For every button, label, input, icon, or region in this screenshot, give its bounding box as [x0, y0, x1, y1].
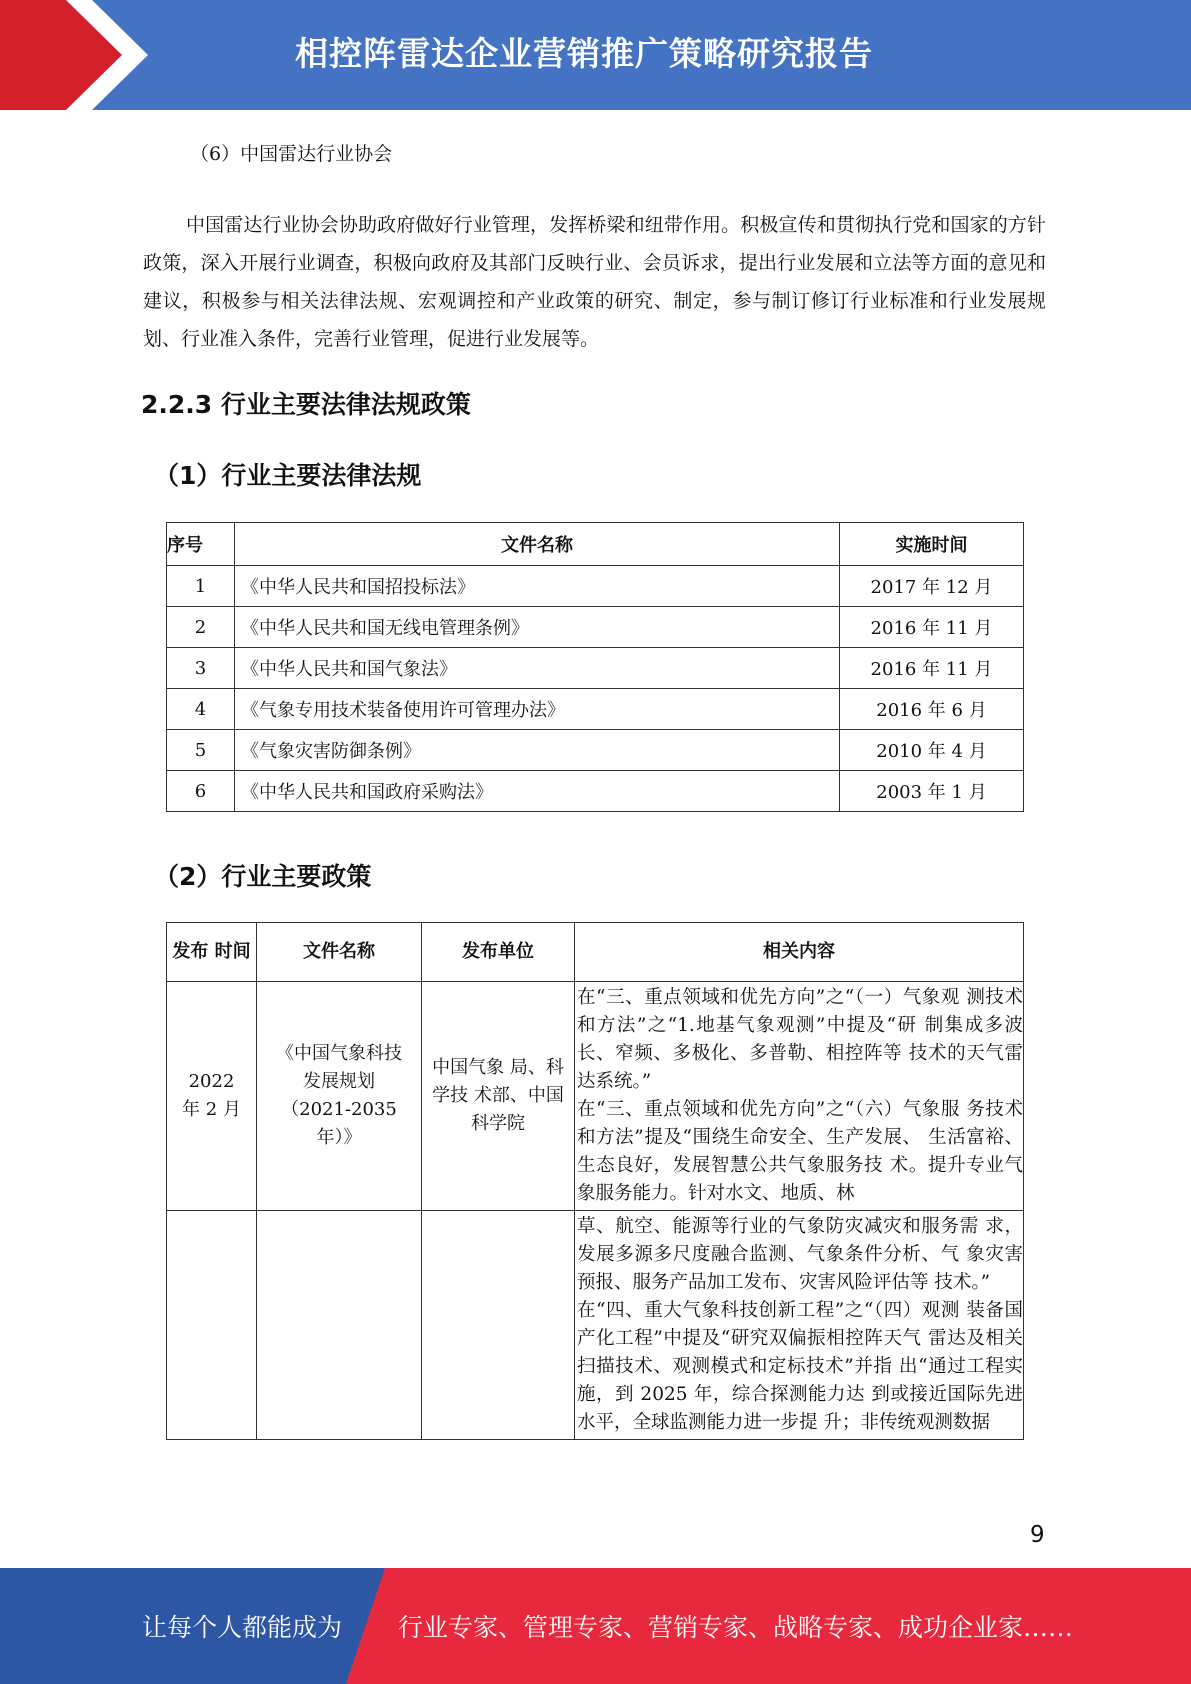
header-effective-date: 实施时间 [840, 523, 1024, 566]
row-release-time [167, 982, 257, 1211]
row-release-time [167, 1211, 257, 1440]
header-related-content: 相关内容 [575, 923, 1024, 982]
content-paragraph: 在“四、重大气象科技创新工程”之“（四）观测 装备国产化工程”中提及“研究双偏振相控阵天气 雷达及相关扫描技术、观测模式和定标技术”并指 出“通过工程实施，到 2025 年，综合探测能力达 到或接近国际先进水平，全球监测能力进一步提 升；非传统观测数据 [577, 1300, 1023, 1433]
row-doc-name: 《中华人民共和国气象法》 [235, 648, 840, 689]
policy-table [166, 922, 1024, 1440]
row-doc-name: 《中华人民共和国招投标法》 [235, 566, 840, 607]
row-date: 2003 年 1 月 [840, 771, 1024, 812]
content-paragraph: 草、航空、能源等行业的气象防灾减灾和服务需 求，发展多源多尺度融合监测、气象条件分析、气 象灾害预报、服务产品加工发布、灾害风险评估等 技术。” [577, 1216, 1023, 1293]
row-index: 2 [167, 607, 235, 648]
row-date: 2016 年 11 月 [840, 607, 1024, 648]
row-doc-name: 《气象灾害防御条例》 [235, 730, 840, 771]
page-header [0, 0, 1191, 110]
header-issuer: 发布单位 [422, 923, 575, 982]
laws-title: （1）行业主要法律法规 [154, 461, 422, 490]
row-doc-name: 《气象专用技术装备使用许可管理办法》 [235, 689, 840, 730]
laws-table-header-row [167, 523, 1024, 566]
section-title: 2.2.3 行业主要法律法规政策 [141, 390, 471, 419]
table-row [167, 1211, 1024, 1440]
header-release-time: 发布 时间 [167, 923, 257, 982]
row-issuer: 中国气象 局、科学技 术部、中国 科学院 [422, 982, 575, 1211]
page-footer [0, 1568, 1191, 1684]
report-title: 相控阵雷达企业营销推广策略研究报告 [295, 34, 873, 73]
page-number: 9 [1030, 1522, 1045, 1548]
content-paragraph: 在“三、重点领域和优先方向”之“（一）气象观 测技术和方法”之“1.地基气象观测”中提及“研 制集成多波长、窄频、多极化、多普勒、相控阵等 技术的天气雷达系统。” [577, 987, 1023, 1092]
association-paragraph: 中国雷达行业协会协助政府做好行业管理，发挥桥梁和纽带作用。积极宣传和贯彻执行党和国家的方针政策，深入开展行业调查，积极向政府及其部门反映行业、会员诉求，提出行业发展和立法等方面的意见和建议，积极参与相关法律法规、宏观调控和产业政策的研究、制定，参与制订修订行业标准和行业发展规划、行业准入条件，完善行业管理，促进行业发展等。 [143, 214, 1046, 350]
row-doc-name: 《中华人民共和国政府采购法》 [235, 771, 840, 812]
table-row [167, 607, 1024, 648]
release-month: 年 2 月 [182, 1099, 241, 1120]
row-issuer [422, 1211, 575, 1440]
row-date: 2016 年 6 月 [840, 689, 1024, 730]
table-row [167, 982, 1024, 1211]
footer-slogan-left: 让每个人都能成为 [142, 1613, 343, 1642]
release-year: 2022 [188, 1071, 235, 1092]
table-row [167, 730, 1024, 771]
row-index: 5 [167, 730, 235, 771]
policy-title: （2）行业主要政策 [154, 862, 372, 891]
row-doc-name: 《中国气象科技发展规划（2021-2035 年）》 [257, 982, 422, 1211]
row-date: 2017 年 12 月 [840, 566, 1024, 607]
row-index: 1 [167, 566, 235, 607]
row-doc-name: 《中华人民共和国无线电管理条例》 [235, 607, 840, 648]
table-row [167, 689, 1024, 730]
row-related-content [575, 1211, 1024, 1440]
row-index: 6 [167, 771, 235, 812]
row-related-content [575, 982, 1024, 1211]
footer-slogan-right: 行业专家、管理专家、营销专家、战略专家、成功企业家…… [398, 1613, 1074, 1642]
subsection-item: （6）中国雷达行业协会 [190, 143, 393, 165]
row-index: 4 [167, 689, 235, 730]
policy-table-header-row [167, 923, 1024, 982]
header-doc-name: 文件名称 [257, 923, 422, 982]
row-index: 3 [167, 648, 235, 689]
header-index: 序号 [167, 523, 235, 566]
table-row [167, 648, 1024, 689]
table-row [167, 566, 1024, 607]
header-doc-name: 文件名称 [235, 523, 840, 566]
row-date: 2010 年 4 月 [840, 730, 1024, 771]
content-paragraph: 在“三、重点领域和优先方向”之“（六）气象服 务技术和方法”提及“围绕生命安全、生产发展、 生活富裕、生态良好，发展智慧公共气象服务技 术。提升专业气象服务能力。针对水文、地质、林 [577, 1099, 1023, 1204]
laws-table [166, 522, 1024, 812]
row-doc-name [257, 1211, 422, 1440]
table-row [167, 771, 1024, 812]
row-date: 2016 年 11 月 [840, 648, 1024, 689]
